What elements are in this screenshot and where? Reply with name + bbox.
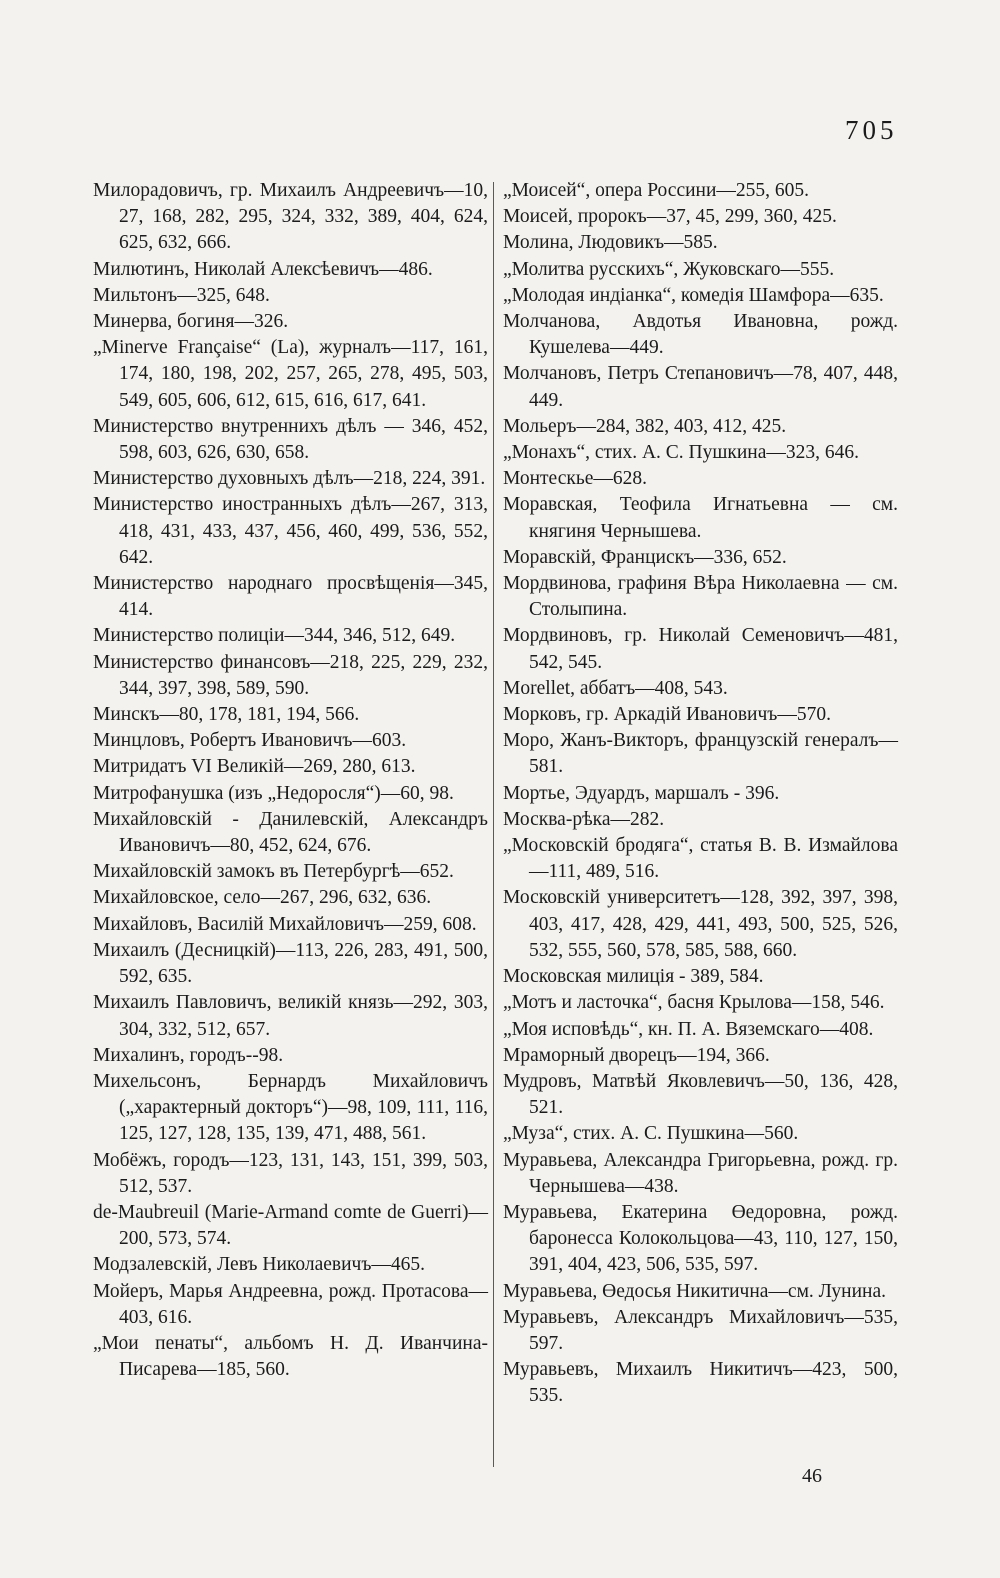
index-entry: Минскъ—80, 178, 181, 194, 566. bbox=[93, 704, 360, 726]
index-entry: Муравьева, Екатерина Өедоровна, рожд. баронесса Колокольцова—43, 110, 127, 150, 391, 404, 423, 506, 535, 597. bbox=[503, 1201, 898, 1276]
index-entry: Молина, Людовикъ—585. bbox=[503, 232, 718, 254]
index-entry: „Молитва русскихъ“, Жуковскаго—555. bbox=[503, 258, 835, 280]
index-entry: Мордвиновъ, гр. Николай Семеновичъ—481, 542, 545. bbox=[503, 625, 898, 673]
index-entry: Morellet, аббатъ—408, 543. bbox=[503, 677, 728, 699]
index-entry: Муравьева, Александра Григорьевна, рожд. гр. Чернышева—438. bbox=[503, 1149, 898, 1197]
index-entry: Мордвинова, графиня Вѣра Николаевна — см. Столыпина. bbox=[503, 573, 898, 621]
index-entry: Московская милиція - 389, 584. bbox=[503, 966, 764, 988]
index-entry: Моисей, пророкъ—37, 45, 299, 360, 425. bbox=[503, 206, 837, 228]
page-number: 705 bbox=[845, 115, 898, 145]
index-entry: Мудровъ, Матвѣй Яковлевичъ—50, 136, 428, 521. bbox=[503, 1070, 898, 1119]
index-entry: Монтескье—628. bbox=[503, 468, 648, 490]
index-entry: „Монахъ“, стих. А. С. Пушкина—323, 646. bbox=[503, 442, 860, 464]
index-entry: Митридатъ VI Великій—269, 280, 613. bbox=[93, 756, 416, 778]
index-entry: Министерство народнаго просвѣщенія—345, 414. bbox=[93, 573, 488, 621]
index-entry: Министерство полиціи—344, 346, 512, 649. bbox=[93, 625, 456, 647]
index-entry: Михалинъ, городъ--98. bbox=[93, 1044, 284, 1066]
index-entry: Милорадовичъ, гр. Михаилъ Андреевичъ—10, 27, 168, 282, 295, 324, 332, 389, 404, 624, 625, 632, 666. bbox=[93, 180, 488, 254]
index-entry: „Minerve Française“ (La), журналъ—117, 161, 174, 180, 198, 202, 257, 265, 278, 495, 503, 549, 605, 606, 612, 615, 616, 617, 641. bbox=[93, 337, 488, 411]
index-entry: Моравская, Теофила Игнатьевна — см. княгиня Чернышева. bbox=[503, 494, 898, 542]
index-entry: Минцловъ, Робертъ Ивановичъ—603. bbox=[93, 730, 407, 752]
index-entry: Мраморный дворецъ—194, 366. bbox=[503, 1044, 770, 1066]
index-entry: Министерство финансовъ—218, 225, 229, 232, 344, 397, 398, 589, 590. bbox=[93, 651, 488, 699]
index-entry: Мойеръ, Марья Андреевна, рожд. Протасова—403, 616. bbox=[93, 1280, 488, 1328]
index-entry: „Мотъ и ласточка“, басня Крылова—158, 546. bbox=[503, 992, 885, 1014]
index-entry: Михайловскій замокъ въ Петербургѣ—652. bbox=[93, 861, 454, 883]
index-entry: Министерство иностранныхъ дѣлъ—267, 313, 418, 431, 433, 437, 456, 460, 499, 536, 552, 642. bbox=[93, 494, 488, 568]
index-entry: Министерство духовныхъ дѣлъ—218, 224, 391. bbox=[93, 468, 486, 490]
index-entry: Михайловъ, Василій Михайловичъ—259, 608. bbox=[93, 913, 477, 935]
index-entry: Милютинъ, Николай Алексѣевичъ—486. bbox=[93, 258, 433, 280]
index-entry: „Молодая индіанка“, комедія Шамфора—635. bbox=[503, 284, 884, 306]
index-entry: Мольеръ—284, 382, 403, 412, 425. bbox=[503, 415, 787, 437]
index-entry: de-Maubreuil (Marie-Armand comte de Guerri)—200, 573, 574. bbox=[93, 1201, 488, 1250]
index-entry: Министерство внутреннихъ дѣлъ — 346, 452, 598, 603, 626, 630, 658. bbox=[93, 415, 488, 464]
index-entry: „Мои пенаты“, альбомъ Н. Д. Иванчина-Писарева—185, 560. bbox=[93, 1332, 488, 1381]
index-entry: Московскій университетъ—128, 392, 397, 398, 403, 417, 428, 429, 441, 493, 500, 525, 526, 532, 555, 560, 578, 585, 588, 660. bbox=[503, 887, 898, 961]
index-entry: Михайловскій - Данилевскій, Александръ Ивановичъ—80, 452, 624, 676. bbox=[93, 808, 488, 857]
index-entry: „Московскій бродяга“, статья В. В. Измайлова—111, 489, 516. bbox=[503, 835, 898, 883]
index-entry: Муравьевъ, Михаилъ Никитичъ—423, 500, 535. bbox=[503, 1359, 898, 1407]
index-entry: „Моисей“, опера Россини—255, 605. bbox=[503, 180, 810, 201]
index-column-right bbox=[503, 178, 898, 1410]
index-entry: Молчанова, Авдотья Ивановна, рожд. Кушелева—449. bbox=[503, 311, 898, 359]
index-entry: Молчановъ, Петръ Степановичъ—78, 407, 448, 449. bbox=[503, 363, 898, 411]
signature-mark: 46 bbox=[802, 1465, 822, 1487]
index-entry: Михайловское, село—267, 296, 632, 636. bbox=[93, 887, 432, 909]
index-entry: Модзалевскій, Левъ Николаевичъ—465. bbox=[93, 1254, 426, 1276]
index-entry: „Муза“, стих. А. С. Пушкина—560. bbox=[503, 1123, 799, 1145]
index-entry: Морковъ, гр. Аркадій Ивановичъ—570. bbox=[503, 704, 831, 726]
index-entry: Моравскій, Францискъ—336, 652. bbox=[503, 546, 787, 568]
index-entry: Мортье, Эдуардъ, маршалъ - 396. bbox=[503, 782, 780, 804]
index-entry: Митрофанушка (изъ „Недоросля“)—60, 98. bbox=[93, 782, 454, 804]
column-divider bbox=[493, 182, 494, 1467]
index-entry: Михельсонъ, Бернардъ Михайловичъ („характерный докторъ“)—98, 109, 111, 116, 125, 127, 128, 135, 139, 471, 488, 561. bbox=[93, 1070, 488, 1145]
index-entry: Моро, Жанъ-Викторъ, французскій генералъ—581. bbox=[503, 730, 898, 778]
index-entry: Минерва, богиня—326. bbox=[93, 311, 289, 333]
index-entry: Михаилъ Павловичъ, великій князь—292, 303, 304, 332, 512, 657. bbox=[93, 992, 488, 1040]
index-column-left bbox=[93, 178, 488, 1383]
index-entry: Мильтонъ—325, 648. bbox=[93, 284, 270, 306]
index-entry: „Моя исповѣдь“, кн. П. А. Вяземскаго—408. bbox=[503, 1018, 874, 1040]
index-entry: Мобёжъ, городъ—123, 131, 143, 151, 399, 503, 512, 537. bbox=[93, 1149, 488, 1197]
index-entry: Михаилъ (Десницкій)—113, 226, 283, 491, 500, 592, 635. bbox=[93, 939, 488, 988]
index-entry: Муравьевъ, Александръ Михайловичъ—535, 597. bbox=[503, 1306, 898, 1354]
index-entry: Москва-рѣка—282. bbox=[503, 808, 665, 830]
index-entry: Муравьева, Өедосья Никитична—см. Лунина. bbox=[503, 1280, 887, 1302]
